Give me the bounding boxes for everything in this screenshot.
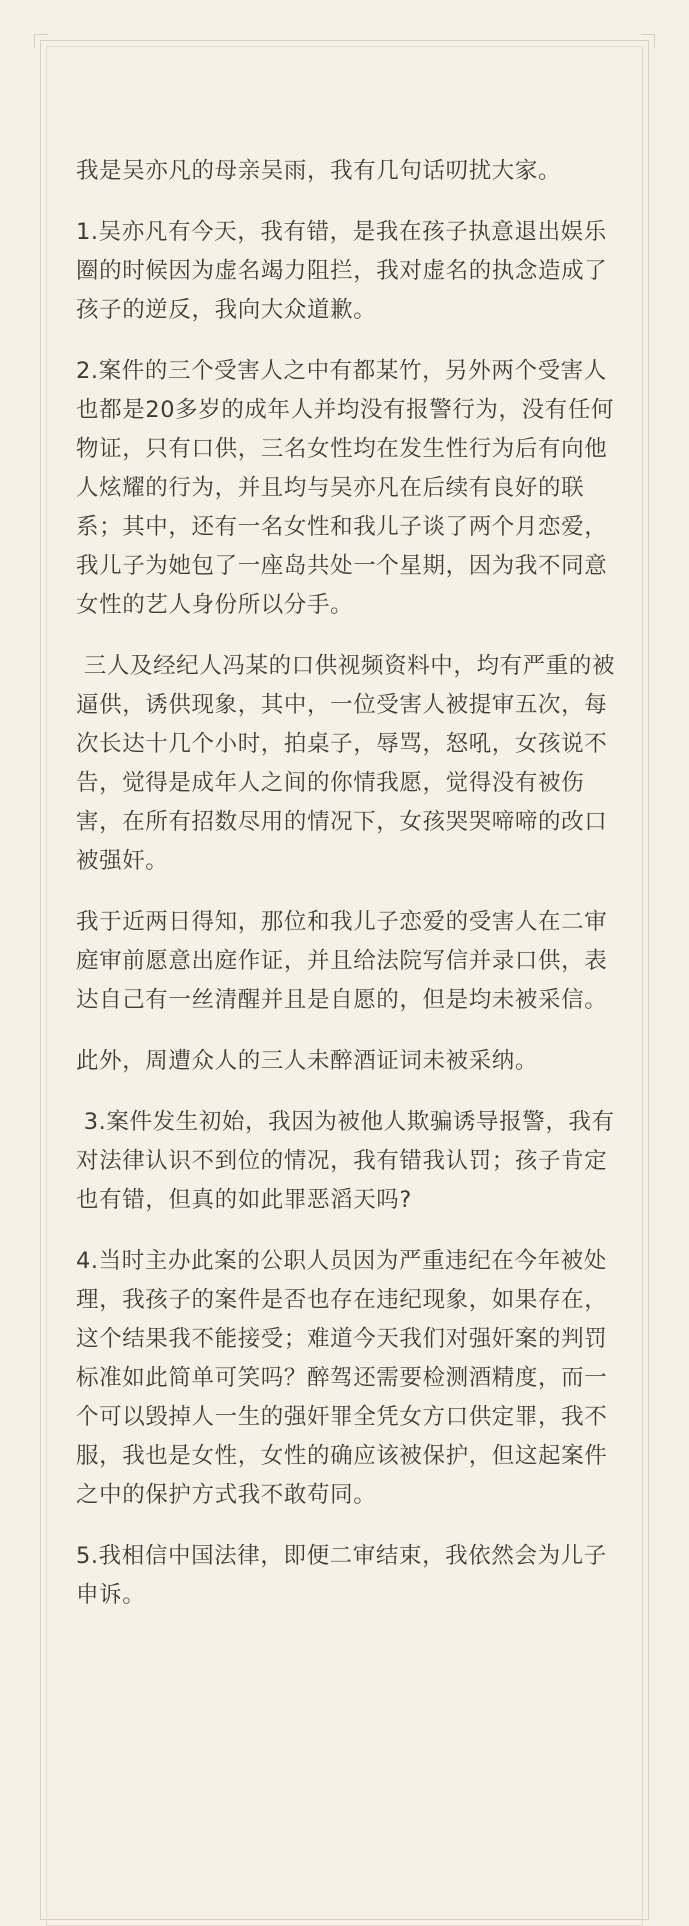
paragraph-witness: 我于近两日得知，那位和我儿子恋爱的受害人在二审庭审前愿意出庭作证，并且给法院写信并录口供，表达自己有一丝清醒并且是自愿的，但是均未被采信。 bbox=[76, 909, 608, 1013]
paragraph-intro: 我是吴亦凡的母亲吴雨，我有几句话叨扰大家。 bbox=[76, 158, 562, 184]
paragraph-point-1: 1.吴亦凡有今天，我有错，是我在孩子执意退出娱乐圈的时候因为虚名竭力阻拦，我对虚名的执念造成了孩子的逆反，我向大众道歉。 bbox=[76, 219, 608, 323]
paragraph-testimony: 三人及经纪人冯某的口供视频资料中，均有严重的被逼供，诱供现象，其中，一位受害人被提审五次，每次长达十几个小时，拍桌子，辱骂，怒吼，女孩说不告，觉得是成年人之间的你情我愿，觉得没有被伤害，在所有招数尽用的情况下，女孩哭哭啼啼的改口被强奸。 bbox=[76, 653, 616, 874]
statement-body bbox=[76, 152, 621, 1637]
paragraph-point-5: 5.我相信中国法律，即便二审结束，我依然会为儿子申诉。 bbox=[76, 1543, 607, 1608]
paragraph-point-2: 2.案件的三个受害人之中有都某竹，另外两个受害人也都是20多岁的成年人并均没有报警行为，没有任何物证，只有口供，三名女性均在发生性行为后有向他人炫耀的行为，并且均与吴亦凡在后续有良好的联系；其中，还有一名女性和我儿子谈了两个月恋爱，我儿子为她包了一座岛共处一个星期，因为我不同意女性的艺人身份所以分手。 bbox=[76, 358, 615, 618]
paragraph-evidence: 此外，周遭众人的三人未醉酒证词未被采纳。 bbox=[76, 1048, 539, 1074]
paragraph-point-4: 4.当时主办此案的公职人员因为严重违纪在今年被处理，我孩子的案件是否也存在违纪现象，如果存在，这个结果我不能接受；难道今天我们对强奸案的判罚标准如此简单可笑吗？醉驾还需要检测酒精度，而一个可以毁掉人一生的强奸罪全凭女方口供定罪，我不服，我也是女性，女性的确应该被保护，但这起案件之中的保护方式我不敢苟同。 bbox=[76, 1248, 608, 1508]
paragraph-point-3: 3.案件发生初始，我因为被他人欺骗诱导报警，我有对法律认识不到位的情况，我有错我认罚；孩子肯定也有错，但真的如此罪恶滔天吗? bbox=[76, 1109, 615, 1213]
border-corner-ornament bbox=[34, 34, 48, 48]
border-corner-ornament bbox=[641, 34, 655, 48]
